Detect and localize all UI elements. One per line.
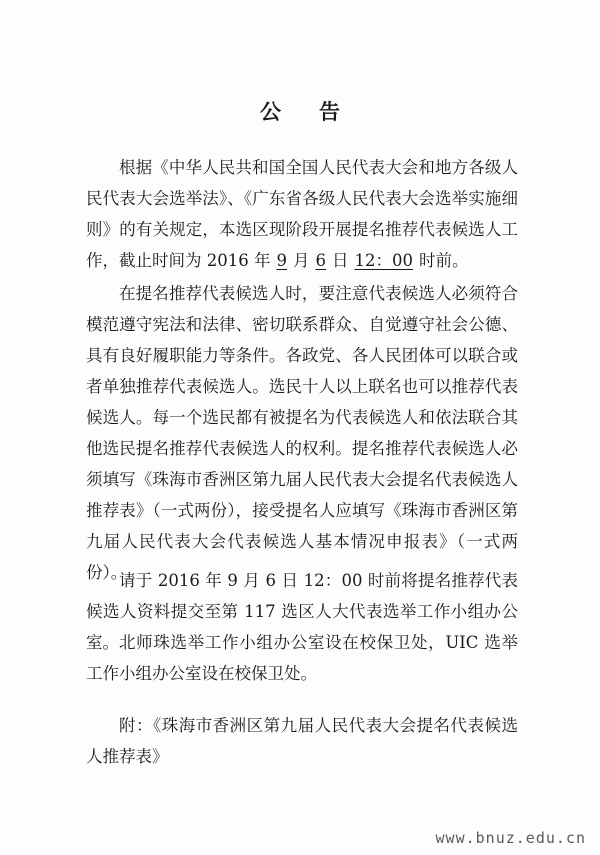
document-title: 公告 bbox=[260, 99, 378, 124]
paragraph-text: 北师珠选举工作小组办公室设在校保卫处，UIC 选举工作小组办公室设在校保卫处。 bbox=[86, 633, 518, 683]
deadline-day: 6 bbox=[315, 251, 326, 270]
site-watermark: www.bnuz.edu.cn bbox=[435, 829, 586, 847]
paragraph-text: 根据《中华人民共和国全国人民代表大会和地方各级人民代表大会选举法》、《广东省各级人民代表大会选举实施细则》的有关规定，本选区现阶段开展提名推荐代表候选人工作，截止时间为 2016 年 bbox=[86, 158, 518, 270]
deadline-month-unit: 月 bbox=[292, 251, 310, 270]
paragraph-text-end: 时前。 bbox=[418, 251, 469, 270]
paragraph-requirements bbox=[86, 278, 518, 588]
paragraph-office-location bbox=[86, 627, 518, 689]
deadline-day-unit: 日 bbox=[331, 251, 349, 270]
attachment-note bbox=[86, 710, 518, 772]
deadline-time: 12：00 bbox=[354, 251, 413, 270]
paragraph-text: 在提名推荐代表候选人时，要注意代表候选人必须符合模范遵守宪法和法律、密切联系群众、自觉遵守社会公德、具有良好履职能力等条件。各政党、各人民团体可以联合或者单独推荐代表候选人。选民十人以上联名也可以推荐代表候选人。每一个选民都有被提名为代表候选人和依法联合其他选民提名推荐代表候选人的权利。提名推荐代表候选人必须填写《珠海市香洲区第九届人民代表大会提名代表候选人推荐表》（一式两份），接受提名人应填写《珠海市香洲区第九届人民代表大会代表候选人基本情况申报表》（一式两份）。 bbox=[86, 284, 518, 582]
deadline-month: 9 bbox=[276, 251, 287, 270]
attachment-text: 附：《珠海市香洲区第九届人民代表大会提名代表候选人推荐表》 bbox=[86, 716, 518, 766]
paragraph-legal-basis bbox=[86, 152, 518, 276]
paragraph-text: 请于 2016 年 9 月 6 日 12：00 时前将提名推荐代表候选人资料提交至第 117 选区人大代表选举工作小组办公室。 bbox=[86, 571, 518, 652]
